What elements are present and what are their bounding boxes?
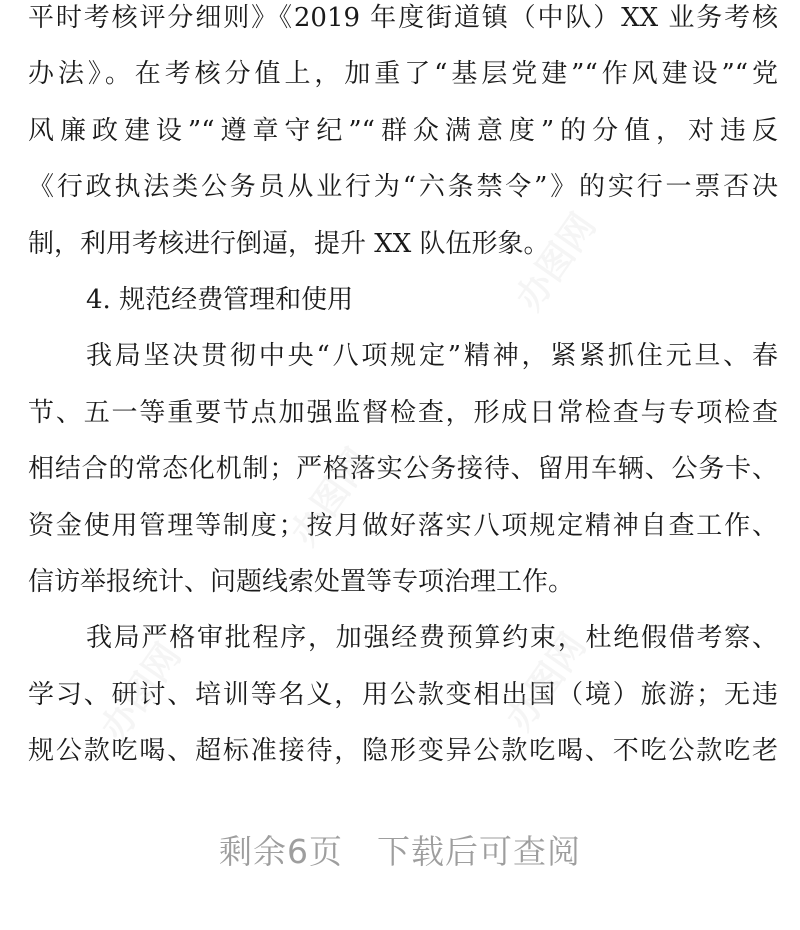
paragraph-line: 我局坚决贯彻中央“八项规定”精神，紧紧抓住元旦、春 — [86, 341, 778, 372]
paragraph-line: 办法》。在考核分值上，加重了“基层党建”“作风建设”“党 — [28, 59, 778, 90]
paragraph-line: 学习、研讨、培训等名义，用公款变相出国（境）旅游；无违 — [28, 679, 778, 710]
watermark: 办图网 — [93, 636, 190, 749]
paragraph-line: 相结合的常态化机制；严格落实公务接待、留用车辆、公务卡、 — [28, 454, 778, 485]
watermark: 办图网 — [283, 441, 380, 554]
remaining-pages-text: 剩余6页 — [219, 832, 343, 871]
paragraph-line: 平时考核评分细则》《2019 年度街道镇（中队）XX 业务考核 — [28, 3, 778, 33]
paragraph-line: 信访举报统计、问题线索处置等专项治理工作。 — [28, 566, 575, 597]
paragraph-line: 风廉政建设”“遵章守纪”“群众满意度”的分值，对违反 — [28, 115, 778, 146]
download-to-view-text: 下载后可查阅 — [377, 832, 581, 871]
paragraph-line: 规公款吃喝、超标准接待，隐形变异公款吃喝、不吃公款吃老 — [28, 736, 778, 767]
paragraph-line: 我局严格审批程序，加强经费预算约束，杜绝假借考察、 — [86, 623, 778, 654]
document-body — [28, 0, 778, 779]
watermark: 办图网 — [508, 206, 605, 319]
paragraph-line: 制，利用考核进行倒逼，提升 XX 队伍形象。 — [28, 228, 550, 259]
download-prompt[interactable] — [0, 826, 800, 873]
paragraph-line: 《行政执法类公务员从业行为“六条禁令”》的实行一票否决 — [28, 172, 778, 203]
paragraph-line: 资金使用管理等制度；按月做好落实八项规定精神自查工作、 — [28, 510, 778, 541]
watermark: 办图网 — [498, 626, 595, 739]
section-heading: 4. 规范经费管理和使用 — [86, 284, 354, 315]
paragraph-line: 节、五一等重要节点加强监督检查，形成日常检查与专项检查 — [28, 397, 778, 428]
